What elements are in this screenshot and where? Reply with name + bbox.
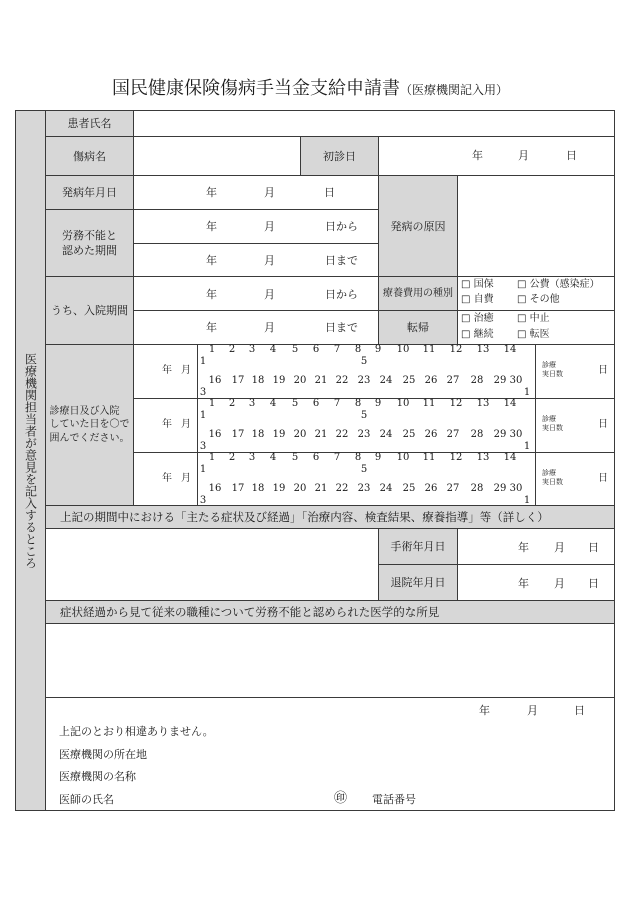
calendar-day: 13 (476, 398, 490, 409)
signature-year-unit: 年 (479, 704, 490, 717)
calendar-day: 2 (228, 452, 236, 463)
calendar-month-unit: 月 (181, 365, 191, 376)
incapacity-to-day-unit: 日まで (325, 254, 358, 267)
calendar-day: 7 (333, 452, 341, 463)
calendar-year-unit: 年 (162, 419, 172, 430)
calendar-day: 28 (470, 429, 484, 440)
form-subtitle: （医療機関記入用） (400, 83, 509, 97)
calendar-day: 10 (396, 452, 410, 463)
discharge-date-label: 退院年月日 (378, 564, 458, 601)
calendar-day: 20 (293, 483, 307, 494)
calendar-day: 8 (354, 452, 362, 463)
calendar-day: 21 (314, 483, 328, 494)
calendar-day: 3 (199, 495, 207, 506)
actual-days-label: 診療 実日数 (542, 415, 563, 432)
calendar-day: 20 (293, 429, 307, 440)
first-visit-field (378, 136, 615, 176)
onset-year-unit: 年 (206, 186, 217, 199)
calendar-day: 21 (314, 429, 328, 440)
doctor-name-label: 医師の氏名 (59, 793, 114, 806)
calendar-day: 21 (314, 375, 328, 386)
calendar-day: 1 (523, 441, 531, 452)
calendar-day: 4 (269, 398, 277, 409)
calendar-day: 18 (251, 375, 265, 386)
calendar-day: 3 (248, 344, 256, 355)
first-visit-day-unit: 日 (566, 149, 577, 162)
hospitalization-from-month-unit: 月 (264, 288, 275, 301)
form-title: 国民健康保険傷病手当金支給申請書 (112, 78, 400, 99)
course-header: 上記の期間中における「主たる症状及び経過」「治療内容、検査結果、療養指導」等（詳しく） (45, 505, 615, 529)
calendar-day: 8 (354, 398, 362, 409)
hospitalization-from-year-unit: 年 (206, 288, 217, 301)
calendar-day: 30 (509, 429, 523, 440)
side-column (15, 110, 46, 811)
calendar-day: 8 (354, 344, 362, 355)
outcome-option: □ 継続 (461, 329, 494, 340)
outcome-option: □ 治癒 (461, 313, 494, 324)
hospitalization-period-label: うち、入院期間 (45, 276, 134, 345)
calendar-day: 26 (424, 375, 438, 386)
signature-month-unit: 月 (527, 704, 538, 717)
incapacity-from-month-unit: 月 (264, 220, 275, 233)
calendar-day: 17 (231, 483, 245, 494)
calendar-day: 26 (424, 429, 438, 440)
discharge-day-unit: 日 (588, 577, 599, 590)
calendar-day: 2 (228, 344, 236, 355)
calendar-day: 17 (231, 429, 245, 440)
incapacity-from-day-unit: 日から (325, 220, 358, 233)
side-label: 医療機関担当者が意見を記入するところ (23, 352, 38, 569)
calendar-day: 17 (231, 375, 245, 386)
seal-icon: ㊞ (334, 791, 348, 806)
surgery-month-unit: 月 (554, 541, 565, 554)
calendar-day: 2 (228, 398, 236, 409)
course-body (45, 528, 379, 601)
calendar-day: 1 (199, 410, 207, 421)
calendar-day: 1 (208, 398, 216, 409)
onset-day-unit: 日 (324, 186, 335, 199)
actual-days-unit: 日 (598, 365, 608, 376)
calendar-day: 12 (449, 344, 463, 355)
calendar-day: 12 (449, 398, 463, 409)
calendar-day: 24 (379, 483, 393, 494)
calendar-day: 1 (208, 452, 216, 463)
calendar-day: 10 (396, 398, 410, 409)
outcome-option: □ 転医 (517, 329, 550, 340)
calendar-day: 6 (312, 398, 320, 409)
cost-type-option: □ 自費 (461, 294, 494, 305)
calendar-day: 6 (312, 452, 320, 463)
discharge-month-unit: 月 (554, 577, 565, 590)
calendar-day: 7 (333, 398, 341, 409)
hospitalization-to-day-unit: 日まで (325, 321, 358, 334)
incapacity-from-year-unit: 年 (206, 220, 217, 233)
cost-type-label: 療養費用の種別 (378, 276, 458, 311)
findings-header: 症状経過から見て従来の職種について労務不能と認められた医学的な所見 (45, 600, 615, 624)
calendar-day: 16 (208, 429, 222, 440)
actual-days-label: 診療 実日数 (542, 361, 563, 378)
onset-cause-label: 発病の原因 (378, 175, 458, 277)
actual-days-unit: 日 (598, 419, 608, 430)
calendar-day: 20 (293, 375, 307, 386)
calendar-day: 1 (199, 464, 207, 475)
form-title-row (112, 74, 508, 100)
onset-date-label: 発病年月日 (45, 175, 134, 210)
calendar-day: 12 (449, 452, 463, 463)
first-visit-year-unit: 年 (472, 149, 483, 162)
first-visit-label: 初診日 (300, 136, 379, 176)
calendar-day: 5 (291, 344, 299, 355)
actual-days-label: 診療 実日数 (542, 469, 563, 486)
calendar-day: 25 (402, 483, 416, 494)
calendar-day: 26 (424, 483, 438, 494)
calendar-day: 29 (493, 375, 507, 386)
calendar-day: 23 (357, 375, 371, 386)
hospitalization-to-year-unit: 年 (206, 321, 217, 334)
calendar-day: 28 (470, 483, 484, 494)
calendar-instruction-label: 診療日及び入院 していた日を〇で 囲んでください。 (45, 344, 134, 506)
calendar-day: 19 (272, 429, 286, 440)
hospitalization-from-day-unit: 日から (325, 288, 358, 301)
calendar-day: 25 (402, 375, 416, 386)
calendar-day: 9 (374, 398, 382, 409)
calendar-day: 3 (199, 387, 207, 398)
calendar-day: 5 (360, 464, 368, 475)
incapacity-to-year-unit: 年 (206, 254, 217, 267)
calendar-day: 11 (422, 344, 436, 355)
calendar-day: 11 (422, 398, 436, 409)
calendar-day: 13 (476, 452, 490, 463)
actual-days-unit: 日 (598, 473, 608, 484)
patient-name-field (133, 110, 615, 137)
calendar-month-unit: 月 (181, 419, 191, 430)
calendar-day: 19 (272, 375, 286, 386)
calendar-day: 6 (312, 344, 320, 355)
calendar-day: 27 (446, 375, 460, 386)
calendar-day: 14 (503, 398, 517, 409)
calendar-day: 29 (493, 483, 507, 494)
signature-day-unit: 日 (574, 704, 585, 717)
discharge-year-unit: 年 (518, 577, 529, 590)
surgery-date-label: 手術年月日 (378, 528, 458, 565)
institution-address-label: 医療機関の所在地 (59, 748, 147, 761)
outcome-label: 転帰 (378, 310, 458, 345)
confirmation-text: 上記のとおり相違ありません。 (59, 725, 214, 738)
calendar-day: 4 (269, 452, 277, 463)
calendar-day: 3 (199, 441, 207, 452)
onset-month-unit: 月 (264, 186, 275, 199)
disease-label: 傷病名 (45, 136, 134, 176)
patient-name-label: 患者氏名 (45, 110, 134, 137)
calendar-day: 1 (199, 356, 207, 367)
surgery-day-unit: 日 (588, 541, 599, 554)
calendar-day: 3 (248, 452, 256, 463)
incapacity-to-month-unit: 月 (264, 254, 275, 267)
calendar-year-unit: 年 (162, 473, 172, 484)
calendar-day: 4 (269, 344, 277, 355)
calendar-day: 16 (208, 375, 222, 386)
calendar-day: 23 (357, 483, 371, 494)
calendar-year-unit: 年 (162, 365, 172, 376)
findings-body (45, 623, 615, 698)
incapacity-period-label: 労務不能と 認めた期間 (45, 209, 134, 277)
calendar-day: 27 (446, 483, 460, 494)
calendar-day: 11 (422, 452, 436, 463)
calendar-day: 25 (402, 429, 416, 440)
calendar-day: 5 (291, 452, 299, 463)
first-visit-month-unit: 月 (518, 149, 529, 162)
institution-name-label: 医療機関の名称 (59, 770, 136, 783)
calendar-day: 10 (396, 344, 410, 355)
calendar-day: 30 (509, 483, 523, 494)
calendar-day: 1 (523, 387, 531, 398)
calendar-day: 29 (493, 429, 507, 440)
calendar-day: 14 (503, 344, 517, 355)
calendar-day: 19 (272, 483, 286, 494)
calendar-day: 9 (374, 344, 382, 355)
calendar-day: 13 (476, 344, 490, 355)
calendar-day: 5 (360, 356, 368, 367)
cost-type-option: □ その他 (517, 294, 560, 305)
calendar-day: 16 (208, 483, 222, 494)
calendar-day: 9 (374, 452, 382, 463)
calendar-day: 7 (333, 344, 341, 355)
calendar-day: 3 (248, 398, 256, 409)
phone-number-label: 電話番号 (372, 793, 416, 806)
onset-cause-field (457, 175, 615, 277)
cost-type-option: □ 国保 (461, 279, 494, 290)
hospitalization-to-month-unit: 月 (264, 321, 275, 334)
calendar-day: 24 (379, 429, 393, 440)
calendar-day: 18 (251, 429, 265, 440)
calendar-day: 18 (251, 483, 265, 494)
calendar-day: 28 (470, 375, 484, 386)
calendar-day: 5 (291, 398, 299, 409)
cost-type-option: □ 公費（感染症） (517, 279, 600, 290)
calendar-month-unit: 月 (181, 473, 191, 484)
calendar-day: 27 (446, 429, 460, 440)
calendar-day: 30 (509, 375, 523, 386)
outcome-option: □ 中止 (517, 313, 550, 324)
calendar-day: 1 (523, 495, 531, 506)
calendar-day: 22 (335, 375, 349, 386)
calendar-day: 24 (379, 375, 393, 386)
calendar-day: 1 (208, 344, 216, 355)
surgery-year-unit: 年 (518, 541, 529, 554)
calendar-day: 14 (503, 452, 517, 463)
disease-field (133, 136, 301, 176)
calendar-day: 22 (335, 483, 349, 494)
calendar-day: 23 (357, 429, 371, 440)
calendar-day: 5 (360, 410, 368, 421)
calendar-day: 22 (335, 429, 349, 440)
onset-date-field (133, 175, 379, 210)
